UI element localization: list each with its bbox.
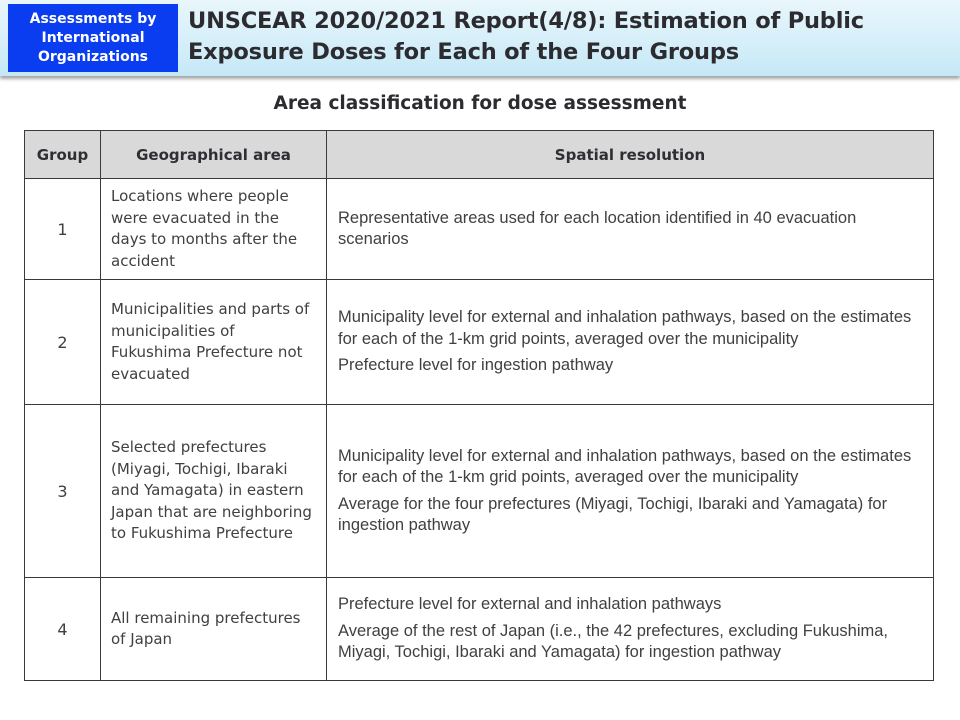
group-cell: 4: [25, 578, 101, 681]
table-header-row: [25, 131, 934, 179]
resolution-text: Prefecture level for external and inhalation pathways: [338, 595, 722, 614]
geographical-area-cell: Municipalities and parts of municipalities of Fukushima Prefecture not evacuated: [101, 280, 327, 405]
resolution-text: Representative areas used for each location identified in 40 evacuation scenarios: [338, 208, 857, 248]
resolution-text: Municipality level for external and inhalation pathways, based on the estimates for each of the 1-km grid points, averaged over the municipality: [338, 308, 912, 348]
table-row: [25, 179, 934, 280]
spatial-resolution-cell: [327, 578, 934, 681]
page-title: [188, 6, 948, 68]
title-line: Exposure Doses for Each of the Four Groups: [188, 39, 739, 65]
geographical-area-cell: All remaining prefectures of Japan: [101, 578, 327, 681]
resolution-text: Average for the four prefectures (Miyagi, Tochigi, Ibaraki and Yamagata) for ingestion pathway: [338, 494, 888, 534]
geographical-area-cell: Locations where people were evacuated in the days to months after the accident: [101, 179, 327, 280]
table-caption: Area classification for dose assessment: [273, 93, 687, 114]
area-classification-table: [24, 130, 934, 681]
column-header-geographical-area: Geographical area: [101, 131, 327, 179]
column-header-group: Group: [25, 131, 101, 179]
resolution-text: Municipality level for external and inhalation pathways, based on the estimates for each of the 1-km grid points, averaged over the municipality: [338, 446, 912, 486]
spatial-resolution-cell: [327, 179, 934, 280]
group-cell: 2: [25, 280, 101, 405]
badge-line: International: [41, 29, 145, 46]
badge-line: Organizations: [37, 48, 149, 65]
table-row: [25, 280, 934, 405]
table-row: [25, 405, 934, 578]
group-cell: 1: [25, 179, 101, 280]
title-line: UNSCEAR 2020/2021 Report(4/8): Estimation of Public: [188, 8, 864, 34]
resolution-text: Average of the rest of Japan (i.e., the 42 prefectures, excluding Fukushima, Miyagi, Tochigi, Ibaraki and Yamagata) for ingestion pathway: [338, 621, 889, 662]
category-badge: [8, 4, 178, 72]
group-cell: 3: [25, 405, 101, 578]
badge-line: Assessments by: [29, 10, 157, 27]
spatial-resolution-cell: [327, 405, 934, 578]
spatial-resolution-cell: [327, 280, 934, 405]
resolution-text: Prefecture level for ingestion pathway: [338, 356, 614, 375]
column-header-spatial-resolution: Spatial resolution: [327, 131, 934, 179]
table-row: [25, 578, 934, 681]
geographical-area-cell: Selected prefectures (Miyagi, Tochigi, Ibaraki and Yamagata) in eastern Japan that are neighboring to Fukushima Prefecture: [101, 405, 327, 578]
header-band: [0, 0, 960, 76]
